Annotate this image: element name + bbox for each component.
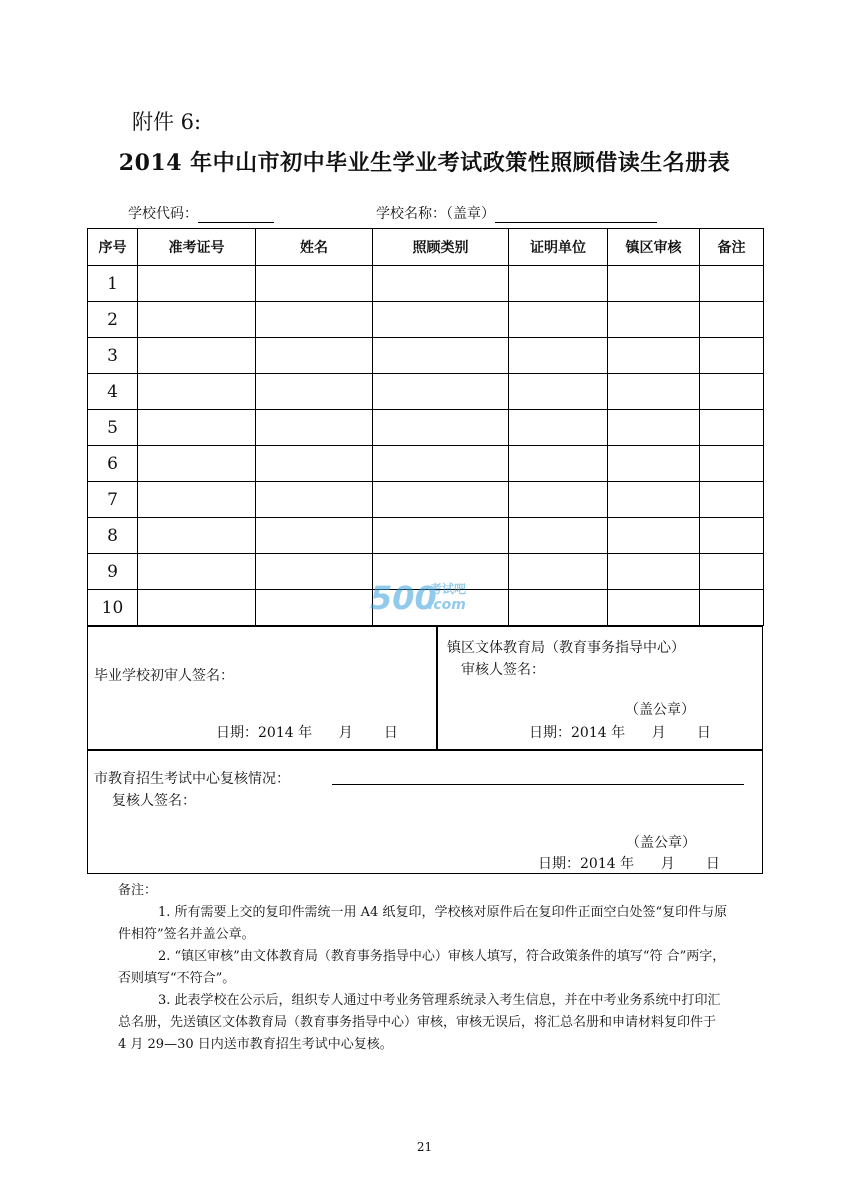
col-header-name: 姓名 bbox=[256, 229, 373, 266]
school-code-blank[interactable] bbox=[198, 208, 274, 223]
school-code-label: 学校代码： bbox=[128, 206, 198, 222]
town-review-cell[interactable] bbox=[608, 590, 700, 626]
name-cell[interactable] bbox=[256, 590, 373, 626]
exam-id-cell[interactable] bbox=[138, 446, 256, 482]
city-signature-date: 日期：2014 年 月 日 bbox=[538, 856, 720, 872]
category-cell[interactable] bbox=[373, 266, 509, 302]
town-bureau-label: 镇区文体教育局（教育事务指导中心） bbox=[447, 640, 685, 656]
town-signature-box bbox=[436, 626, 763, 751]
name-cell[interactable] bbox=[256, 374, 373, 410]
exam-id-cell[interactable] bbox=[138, 302, 256, 338]
certifier-cell[interactable] bbox=[509, 482, 608, 518]
town-review-cell[interactable] bbox=[608, 410, 700, 446]
category-cell[interactable] bbox=[373, 482, 509, 518]
name-cell[interactable] bbox=[256, 482, 373, 518]
town-review-cell[interactable] bbox=[608, 374, 700, 410]
table-row bbox=[88, 266, 764, 302]
table-row bbox=[88, 374, 764, 410]
name-cell[interactable] bbox=[256, 554, 373, 590]
row-index: 8 bbox=[88, 518, 138, 554]
school-signature-date: 日期：2014 年 月 日 bbox=[216, 725, 398, 741]
name-cell[interactable] bbox=[256, 338, 373, 374]
town-review-cell[interactable] bbox=[608, 266, 700, 302]
watermark-text-bottom: .com bbox=[428, 597, 466, 613]
col-header-remarks: 备注 bbox=[700, 229, 764, 266]
town-review-cell[interactable] bbox=[608, 518, 700, 554]
exam-id-cell[interactable] bbox=[138, 590, 256, 626]
notes-heading: 备注： bbox=[118, 883, 158, 898]
col-header-town-review: 镇区审核 bbox=[608, 229, 700, 266]
certifier-cell[interactable] bbox=[509, 518, 608, 554]
row-index: 3 bbox=[88, 338, 138, 374]
exam-id-cell[interactable] bbox=[138, 374, 256, 410]
exam-id-cell[interactable] bbox=[138, 482, 256, 518]
name-cell[interactable] bbox=[256, 410, 373, 446]
exam-id-cell[interactable] bbox=[138, 266, 256, 302]
col-header-index: 序号 bbox=[88, 229, 138, 266]
table-row bbox=[88, 446, 764, 482]
remarks-cell[interactable] bbox=[700, 338, 764, 374]
school-code-field bbox=[128, 203, 274, 223]
watermark-digits: 500 bbox=[370, 579, 437, 617]
note-item-1: 1. 所有需要上交的复印件需统一用 A4 纸复印，学校核对原件后在复印件正面空白处签“复印件与原件相符”签名并盖公章。 bbox=[118, 905, 728, 942]
exam-id-cell[interactable] bbox=[138, 410, 256, 446]
name-cell[interactable] bbox=[256, 518, 373, 554]
col-header-exam-id: 准考证号 bbox=[138, 229, 256, 266]
name-cell[interactable] bbox=[256, 266, 373, 302]
row-index: 1 bbox=[88, 266, 138, 302]
certifier-cell[interactable] bbox=[509, 338, 608, 374]
school-name-blank[interactable] bbox=[495, 208, 657, 223]
exam-id-cell[interactable] bbox=[138, 554, 256, 590]
table-row bbox=[88, 338, 764, 374]
category-cell[interactable] bbox=[373, 446, 509, 482]
exam-id-cell[interactable] bbox=[138, 518, 256, 554]
name-cell[interactable] bbox=[256, 446, 373, 482]
city-review-blank[interactable] bbox=[332, 770, 744, 785]
town-review-cell[interactable] bbox=[608, 446, 700, 482]
category-cell[interactable] bbox=[373, 374, 509, 410]
row-index: 10 bbox=[88, 590, 138, 626]
roster-table bbox=[87, 228, 764, 626]
watermark-logo bbox=[370, 575, 490, 617]
certifier-cell[interactable] bbox=[509, 410, 608, 446]
col-header-certifier: 证明单位 bbox=[509, 229, 608, 266]
certifier-cell[interactable] bbox=[509, 446, 608, 482]
table-row bbox=[88, 482, 764, 518]
exam-id-cell[interactable] bbox=[138, 338, 256, 374]
remarks-cell[interactable] bbox=[700, 410, 764, 446]
row-index: 4 bbox=[88, 374, 138, 410]
category-cell[interactable] bbox=[373, 302, 509, 338]
town-review-cell[interactable] bbox=[608, 482, 700, 518]
table-row bbox=[88, 302, 764, 338]
attachment-label: 附件 6: bbox=[132, 110, 202, 134]
note-item-2: 2. “镇区审核”由文体教育局（教育事务指导中心）审核人填写，符合政策条件的填写“符 合”两字，否则填写“不符合”。 bbox=[118, 949, 726, 986]
watermark-text-top: 考试吧 bbox=[430, 582, 467, 596]
remarks-cell[interactable] bbox=[700, 374, 764, 410]
school-name-field bbox=[376, 203, 657, 223]
remarks-cell[interactable] bbox=[700, 446, 764, 482]
certifier-cell[interactable] bbox=[509, 554, 608, 590]
remarks-cell[interactable] bbox=[700, 554, 764, 590]
school-name-label: 学校名称：（盖章） bbox=[376, 206, 495, 222]
row-index: 9 bbox=[88, 554, 138, 590]
table-header-row bbox=[88, 229, 764, 266]
row-index: 6 bbox=[88, 446, 138, 482]
category-cell[interactable] bbox=[373, 338, 509, 374]
city-reviewer-label: 复核人签名： bbox=[112, 793, 196, 809]
city-review-label: 市教育招生考试中心复核情况： bbox=[94, 771, 290, 787]
remarks-cell[interactable] bbox=[700, 518, 764, 554]
certifier-cell[interactable] bbox=[509, 302, 608, 338]
remarks-cell[interactable] bbox=[700, 482, 764, 518]
category-cell[interactable] bbox=[373, 518, 509, 554]
certifier-cell[interactable] bbox=[509, 590, 608, 626]
town-review-cell[interactable] bbox=[608, 554, 700, 590]
town-review-cell[interactable] bbox=[608, 302, 700, 338]
remarks-cell[interactable] bbox=[700, 266, 764, 302]
certifier-cell[interactable] bbox=[509, 266, 608, 302]
page-number: 21 bbox=[416, 1140, 433, 1154]
town-reviewer-label: 审核人签名： bbox=[461, 662, 545, 678]
category-cell[interactable] bbox=[373, 410, 509, 446]
town-review-cell[interactable] bbox=[608, 338, 700, 374]
row-index: 5 bbox=[88, 410, 138, 446]
certifier-cell[interactable] bbox=[509, 374, 608, 410]
note-item-3: 3. 此表学校在公示后，组织专人通过中考业务管理系统录入考生信息，并在中考业务系统中打印汇总名册，先送镇区文体教育局（教育事务指导中心）审核，审核无误后，将汇总名册和申请材料复印件于 4 月 29—30 日内送市教育招生考试中心复核。 bbox=[118, 993, 721, 1052]
town-signature-date: 日期：2014 年 月 日 bbox=[529, 725, 711, 741]
col-header-category: 照顾类别 bbox=[373, 229, 509, 266]
town-seal-label: （盖公章） bbox=[625, 702, 695, 718]
page-title: 2014 年中山市初中毕业生学业考试政策性照顾借读生名册表 bbox=[118, 150, 731, 176]
school-signer-label: 毕业学校初审人签名： bbox=[94, 668, 234, 684]
table-row bbox=[88, 518, 764, 554]
table-row bbox=[88, 410, 764, 446]
school-signature-box bbox=[87, 626, 438, 751]
notes-section bbox=[118, 880, 728, 1056]
name-cell[interactable] bbox=[256, 302, 373, 338]
city-seal-label: （盖公章） bbox=[626, 835, 696, 851]
row-index: 2 bbox=[88, 302, 138, 338]
city-review-box bbox=[87, 749, 763, 874]
remarks-cell[interactable] bbox=[700, 590, 764, 626]
remarks-cell[interactable] bbox=[700, 302, 764, 338]
row-index: 7 bbox=[88, 482, 138, 518]
